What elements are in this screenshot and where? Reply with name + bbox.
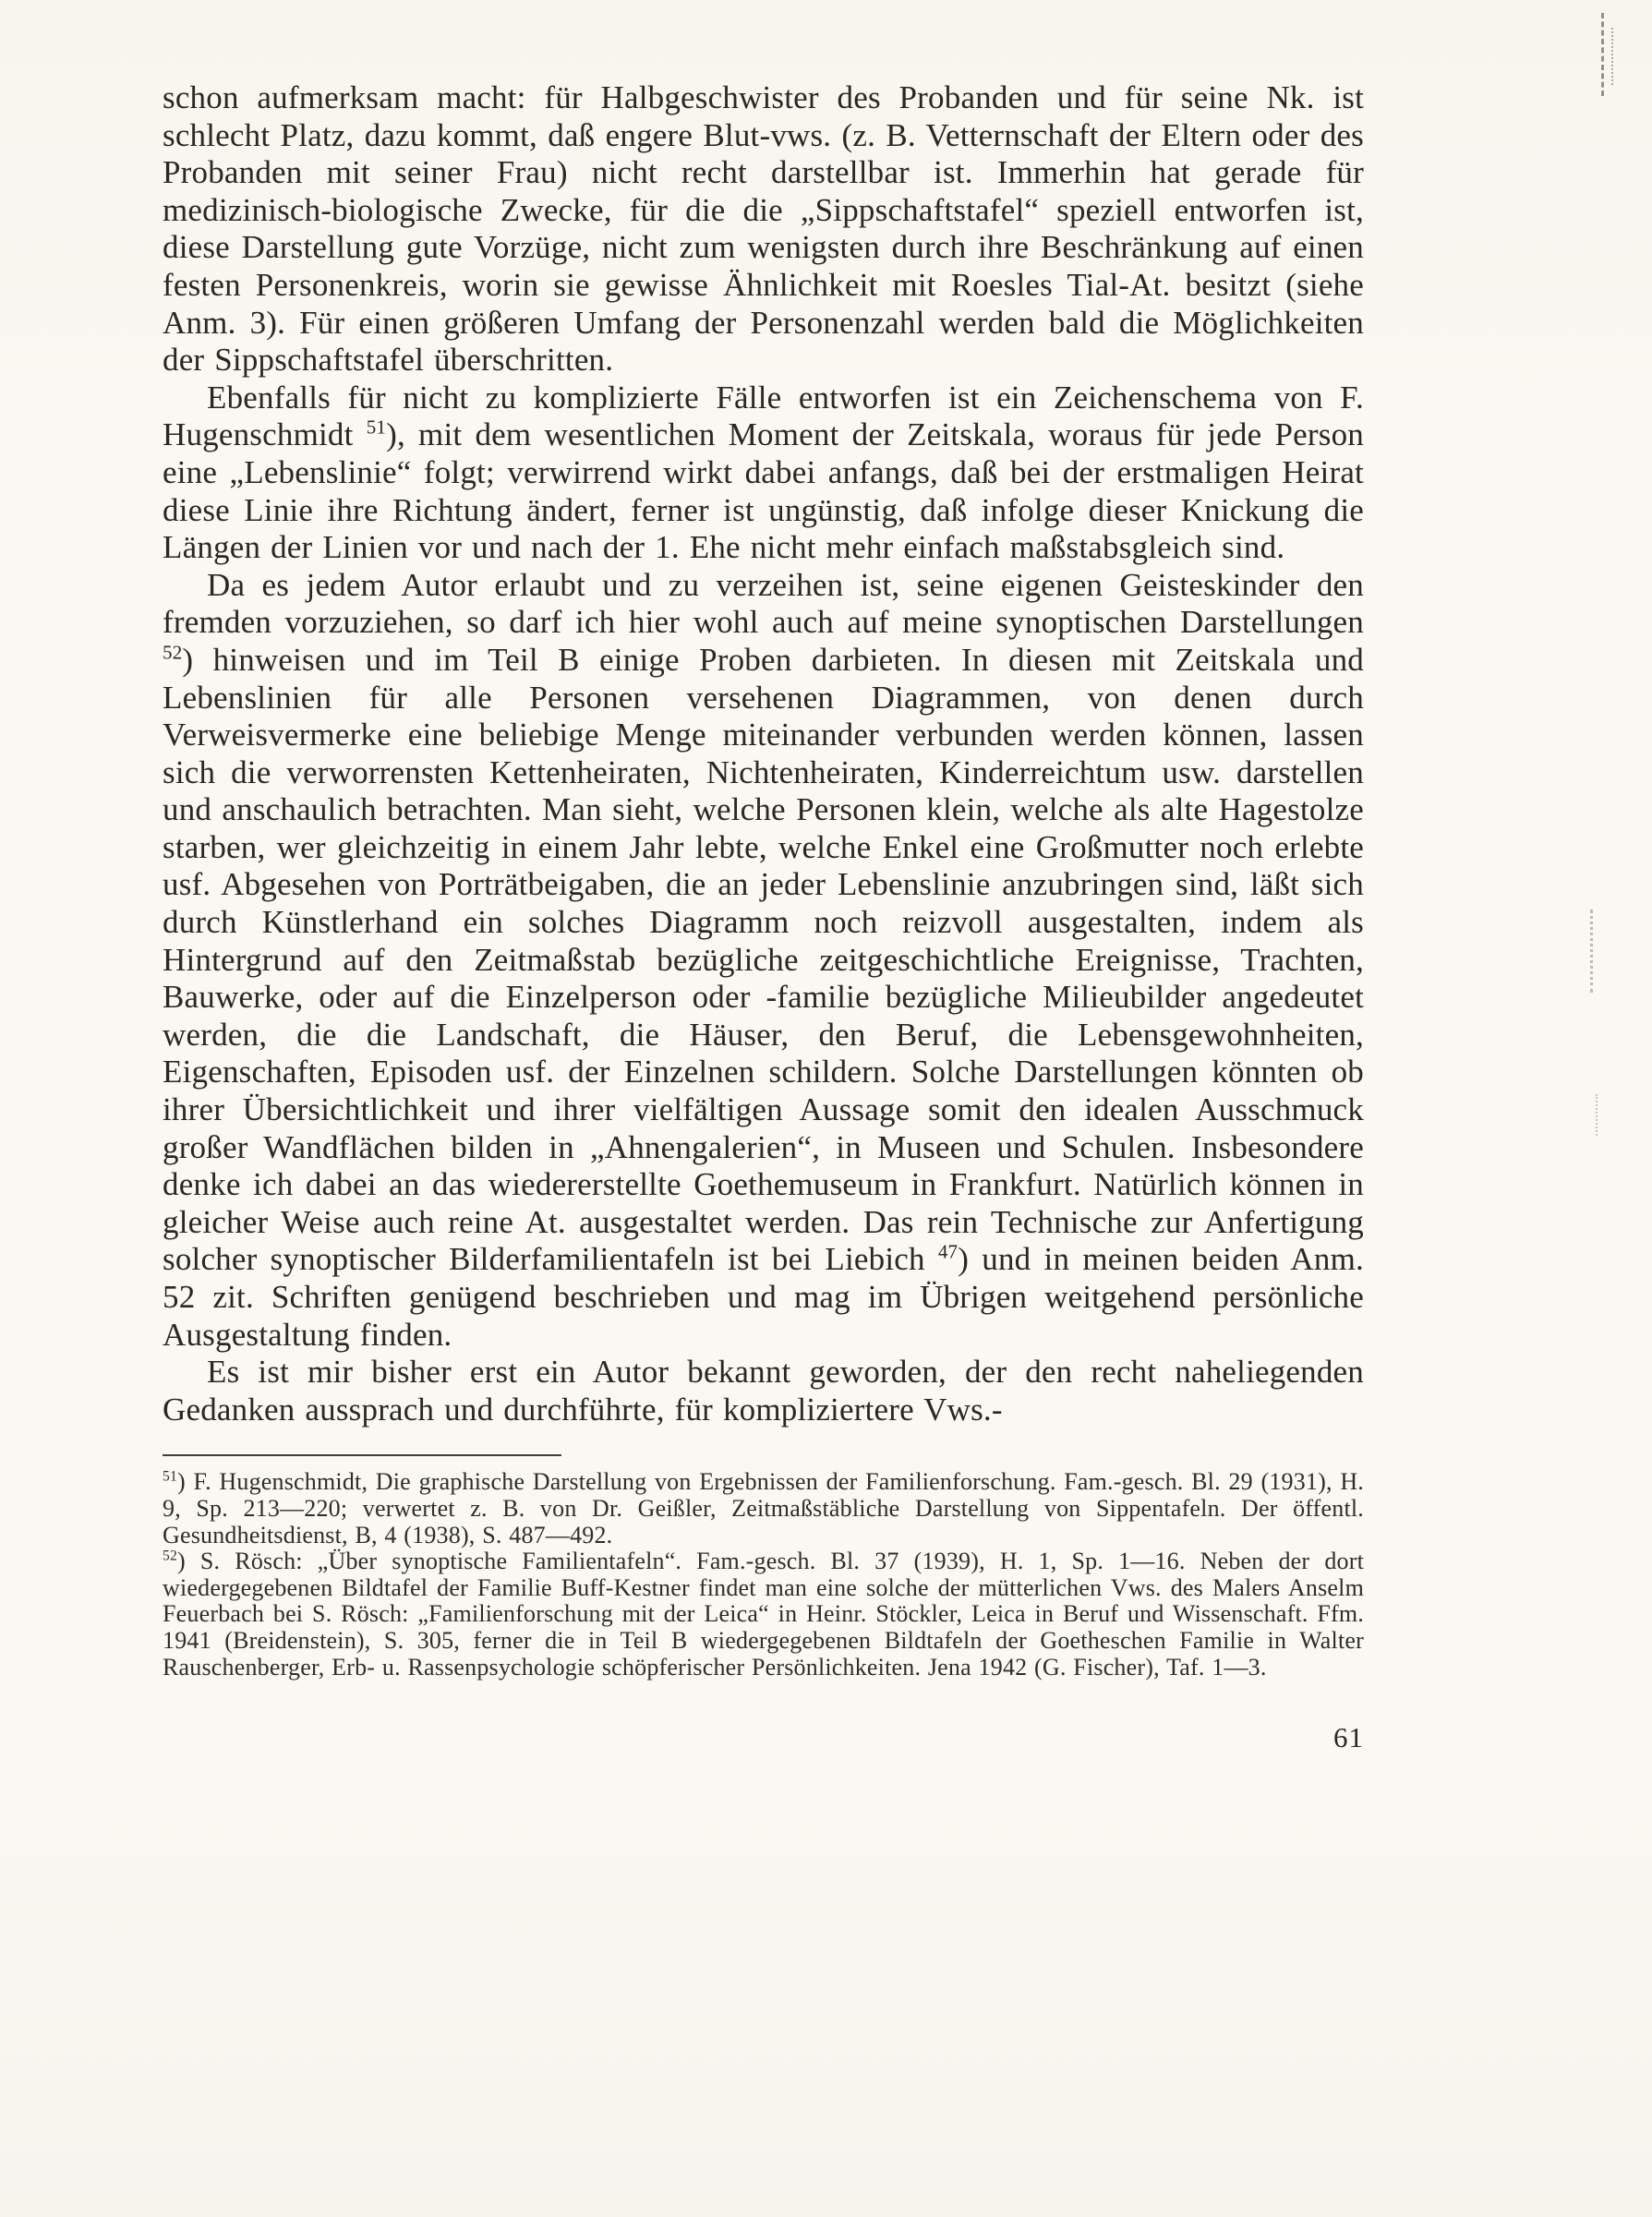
body-paragraph: Da es jedem Autor erlaubt und zu verzeihen ist, seine eigenen Geisteskinder den fremden vorzuziehen, so darf ich hier wohl auch auf meine synoptischen Darstellungen $^{52}$) hinweisen und im Teil B einige Proben darbieten. In diesen mit Zeitskala und Lebenslinien für alle Personen versehenen Diagrammen, von denen durch Verweisvermerke eine beliebige Menge miteinander verbunden werden können, lassen sich die verworrensten Kettenheiraten, Nichtenheiraten, Kinderreichtum usw. darstellen und anschaulich betrachten. Man sieht, welche Personen klein, welche als alte Hagestolze starben, wer gleichzeitig in einem Jahr lebte, welche Enkel eine Großmutter noch erlebte usf. Abgesehen von Porträtbeigaben, die an jeder Lebenslinie anzubringen sind, läßt sich durch Künstlerhand ein solches Diagramm noch reizvoll ausgestalten, indem als Hintergrund auf den Zeitmaßstab bezügliche zeitgeschichtliche Ereignisse, Trachten, Bauwerke, oder auf die Einzelperson oder -familie bezügliche Milieubilder angedeutet werden, die die Landschaft, die Häuser, den Beruf, die Lebensgewohnheiten, Eigenschaften, Episoden usf. der Einzelnen schildern. Solche Darstellungen könnten ob ihrer Übersichtlichkeit und ihrer vielfältigen Aussage somit den idealen Ausschmuck großer Wandflächen bilden in „Ahnengalerien“, in Museen und Schulen. Insbesondere denke ich dabei an das wiedererstellte Goethemuseum in Frankfurt. Natürlich können in gleicher Weise auch reine At. ausgestaltet werden. Das rein Technische zur Anfertigung solcher synoptischer Bilderfamilientafeln ist bei Liebich $^{47}$) und in meinen beiden Anm. 52 zit. Schriften genügend beschrieben und mag im Übrigen weitgehend persönliche Ausgestaltung finden. [163, 566, 1364, 1353]
footnote-marker: 52 [163, 1548, 177, 1564]
scan-artifact [1590, 910, 1593, 993]
scan-artifact [1596, 1094, 1598, 1136]
scan-artifact [1611, 28, 1613, 85]
footnote: $^{52}$) S. Rösch: „Über synoptische Familientafeln“. Fam.-gesch. Bl. 37 (1939), H. 1, Sp. 1—16. Neben der dort wiedergegebenen Bildtafel der Familie Buff-Kestner findet man eine solche der mütterlichen Vws. des Malers Anselm Feuerbach bei S. Rösch: „Familienforschung mit der Leica“ in Heinr. Stöckler, Leica in Beruf und Wissenschaft. Ffm. 1941 (Breidenstein), S. 305, ferner die in Teil B wiedergegebenen Bildtafeln der Goetheschen Familie in Walter Rauschenberger, Erb- u. Rassenpsychologie schöpferischer Persönlichkeiten. Jena 1942 (G. Fischer), Taf. 1—3. [163, 1548, 1364, 1681]
body-paragraph: Ebenfalls für nicht zu komplizierte Fälle entworfen ist ein Zeichenschema von F. Hugenschmidt $^{51}$), mit dem wesentlichen Moment der Zeitskala, woraus für jede Person eine „Lebenslinie“ folgt; verwirrend wirkt dabei anfangs, daß bei der erstmaligen Heirat diese Linie ihre Richtung ändert, ferner ist ungünstig, daß infolge dieser Knickung die Längen der Linien vor und nach der 1. Ehe nicht mehr einfach maßstabsgleich sind. [163, 379, 1364, 566]
body-paragraphs [163, 79, 1364, 1428]
footnote-marker: 51 [366, 416, 387, 439]
page-number: 61 [1333, 1721, 1364, 1754]
footnotes-section [163, 1469, 1364, 1681]
body-paragraph: schon aufmerksam macht: für Halbgeschwister des Probanden und für seine Nk. ist schlecht Platz, dazu kommt, daß engere Blut-vws. (z. B. Vetternschaft der Eltern oder des Probanden mit seiner Frau) nicht recht darstellbar ist. Immerhin hat gerade für medizinisch-biologische Zwecke, für die die „Sippschaftstafel“ speziell entworfen ist, diese Darstellung gute Vorzüge, nicht zum wenigsten durch ihre Beschränkung auf einen festen Personenkreis, worin sie gewisse Ähnlichkeit mit Roesles Tial-At. besitzt (siehe Anm. 3). Für einen größeren Umfang der Personenzahl werden bald die Möglichkeiten der Sippschaftstafel überschritten. [163, 79, 1364, 379]
footnote-marker: 52 [163, 641, 183, 664]
footnote: $^{51}$) F. Hugenschmidt, Die graphische Darstellung von Ergebnissen der Familienforschung. Fam.-gesch. Bl. 29 (1931), H. 9, Sp. 213—220; verwertet z. B. von Dr. Geißler, Zeitmaßstäbliche Darstellung von Sippentafeln. Der öffentl. Gesundheitsdienst, B, 4 (1938), S. 487—492. [163, 1468, 1364, 1548]
footnote-marker: 47 [937, 1240, 959, 1263]
footnote-separator [163, 1454, 561, 1456]
body-paragraph: Es ist mir bisher erst ein Autor bekannt geworden, der den recht naheliegenden Gedanken aussprach und durchführte, für kompliziertere Vws.- [163, 1354, 1364, 1428]
text-block [163, 79, 1364, 1754]
scan-artifact [1601, 13, 1604, 96]
footnote-marker: 51 [163, 1468, 177, 1485]
